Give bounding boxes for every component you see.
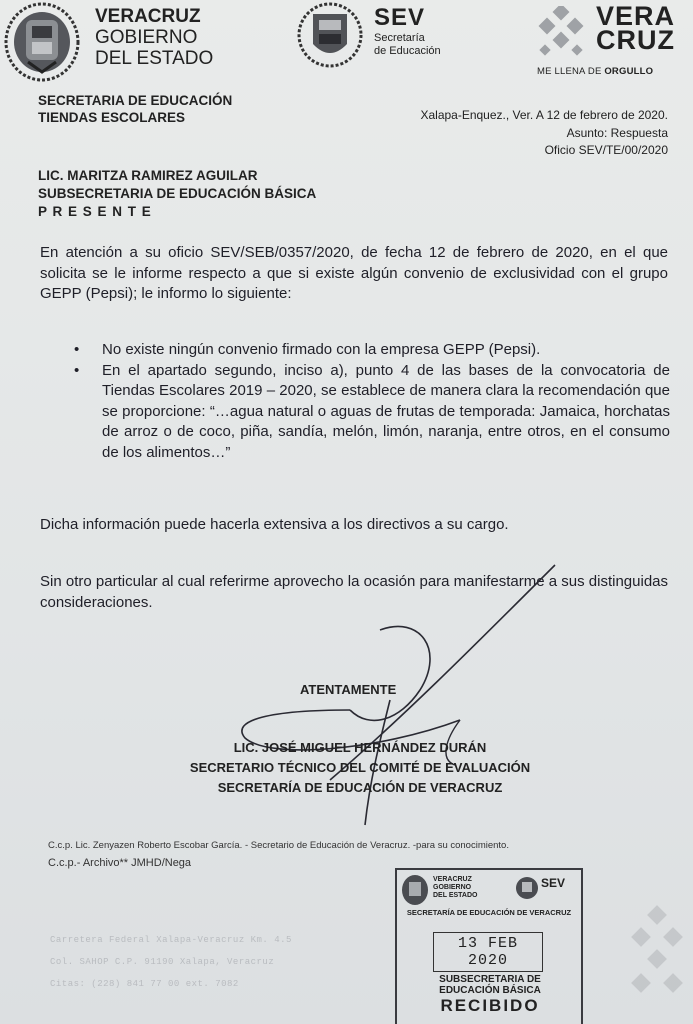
place-date: Xalapa-Enquez., Ver. A 12 de febrero de 2020.: [420, 108, 668, 122]
handwritten-signature-icon: [230, 560, 560, 845]
recipient-position: SUBSECRETARIA DE EDUCACIÓN BÁSICA: [38, 186, 317, 201]
sev-title: SEV: [374, 4, 426, 31]
subject: Asunto: Respuesta: [566, 125, 668, 140]
sev-sub1: Secretaría: [374, 32, 425, 44]
cc-line2: C.c.p.- Archivo** JMHD/Nega: [48, 857, 192, 869]
recipient-name: LIC. MARITZA RAMIREZ AGUILAR: [38, 168, 258, 183]
presente: P R E S E N T E: [38, 204, 152, 219]
tagline-bold: ORGULLO: [604, 66, 654, 77]
bullet-list: [74, 340, 670, 463]
veracruz-coat-of-arms-icon: [4, 2, 80, 87]
stamp-office2: EDUCACIÓN BÁSICA: [439, 985, 541, 996]
salutation: ATENTAMENTE: [300, 682, 397, 697]
closing-paragraph: Sin otro particular al cual referirme aprovecho la ocasión para manifestarme a sus distinguidas consideraciones.: [40, 573, 668, 611]
sender-line1: SECRETARIA DE EDUCACIÓN: [38, 93, 233, 108]
brand-line2: CRUZ: [596, 25, 675, 55]
stamp-head3: DEL ESTADO: [433, 892, 478, 899]
signer-name: LIC. JOSÉ MIGUEL HERNÁNDEZ DURÁN: [233, 740, 487, 755]
stamp-coat-of-arms-icon: [401, 874, 429, 911]
stamp-status: RECIBIDO: [440, 996, 540, 1015]
stamp-dept: SECRETARÍA DE EDUCACIÓN DE VERACRUZ: [406, 908, 572, 917]
list-item: • En el apartado segundo, inciso a), punto 4 de las bases de la convocatoria de Tiendas Escolares 2019 – 2020, se establece de manera clara la recomendación que se proporcione: “…agua natural o aguas de frutas de temporada: Jamaica, horchatas de arroz o de coco, piña, sandía, melón, limón, naranja, entre otros, en el consumo de los alimentos…”: [74, 361, 670, 464]
veracruz-pattern-icon: [535, 6, 587, 63]
state-line3: DEL ESTADO: [95, 48, 214, 69]
cc-line1: C.c.p. Lic. Zenyazen Roberto Escobar García. - Secretario de Educación de Veracruz. -para su conocimiento.: [48, 840, 509, 851]
stamp-sev: SEV: [541, 876, 566, 890]
brand-line1: VERA: [596, 1, 676, 31]
reception-stamp: [395, 868, 583, 1024]
state-line2: GOBIERNO: [95, 27, 198, 48]
tagline-prefix: ME LLENA DE: [537, 66, 605, 77]
signer-dependency: SECRETARÍA DE EDUCACIÓN DE VERACRUZ: [217, 780, 503, 795]
stamp-sev-icon: [515, 874, 539, 907]
tagline: [537, 66, 653, 77]
office-number: Oficio SEV/TE/00/2020: [544, 143, 668, 157]
stamp-office1: SUBSECRETARIA DE: [439, 974, 541, 985]
signer-title: SECRETARIO TÉCNICO DEL COMITÉ DE EVALUACIÓN: [189, 760, 531, 775]
footer-line2: Col. SAHOP C.P. 91190 Xalapa, Veracruz: [50, 957, 275, 967]
sender-line2: TIENDAS ESCOLARES: [38, 110, 186, 125]
stamp-date: 13 FEB 2020: [433, 932, 543, 972]
stamp-head2: GOBIERNO: [433, 884, 472, 891]
sev-sub2: de Educación: [374, 45, 441, 57]
watermark-pattern-icon: [628, 900, 688, 1015]
footer-line1: Carretera Federal Xalapa-Veracruz Km. 4.5: [50, 935, 292, 945]
paragraph-2: Dicha información puede hacerla extensiva a los directivos a su cargo.: [40, 516, 509, 533]
stamp-head1: VERACRUZ: [433, 876, 472, 883]
sev-shield-icon: [297, 0, 363, 75]
list-item: • No existe ningún convenio firmado con la empresa GEPP (Pepsi).: [74, 340, 670, 361]
footer-line3: Citas: (228) 841 77 00 ext. 7082: [50, 979, 239, 989]
intro-paragraph: En atención a su oficio SEV/SEB/0357/2020, de fecha 12 de febrero de 2020, en el que solicita se le informe respecto a que si existe algún convenio de exclusividad con el grupo GEPP (Pepsi); le informo lo siguiente:: [40, 244, 668, 302]
state-name: VERACRUZ: [95, 6, 201, 27]
